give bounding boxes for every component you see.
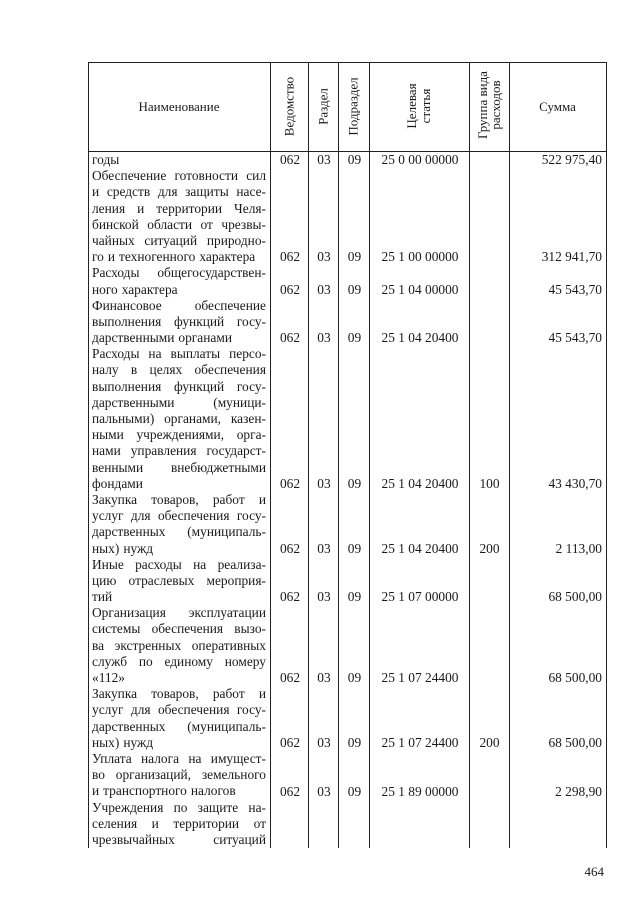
name-line: Обеспечение готовности сил	[92, 168, 266, 184]
name-line: Иные расходы на реализа-	[92, 556, 266, 572]
name-line: услуг для обеспечения госу-	[92, 508, 266, 524]
podrazdel-cell: 09	[347, 330, 362, 346]
razdel-cell: 03	[317, 152, 331, 167]
name-line: ных) нужд	[92, 540, 154, 556]
razdel-cell: 03	[317, 589, 331, 605]
name-line: выполнения функций госу-	[92, 313, 266, 329]
name-line: селения и территории от	[92, 815, 266, 831]
column-divider	[270, 62, 271, 848]
name-line: пальными) органами, казен-	[92, 411, 266, 426]
name-line: и транспортного налогов	[92, 783, 236, 799]
header-summa: Сумма	[539, 99, 576, 114]
name-line: Учреждения по защите на-	[92, 799, 266, 815]
name-line: фондами	[92, 475, 143, 491]
summa-cell: 312 941,70	[541, 249, 602, 265]
name-line: дарственных (муниципаль-	[92, 524, 266, 540]
name-line: Расходы на выплаты персо-	[92, 346, 266, 362]
summa-cell: 45 543,70	[548, 330, 602, 346]
celevaya-cell: 25 1 04 20400	[381, 540, 459, 556]
column-divider	[369, 62, 370, 848]
name-line: и средств для защиты насе-	[92, 184, 266, 200]
name-column	[92, 152, 266, 848]
name-line: годы	[92, 152, 120, 167]
podrazdel-cell: 09	[347, 670, 362, 686]
podrazdel-cell: 09	[347, 152, 362, 167]
name-line: ных) нужд	[92, 734, 154, 750]
vedomstvo-cell: 062	[279, 330, 301, 346]
celevaya-cell: 25 1 07 24400	[381, 735, 459, 751]
razdel-cell: 03	[317, 735, 331, 751]
podrazdel-cell: 09	[347, 783, 362, 799]
name-line: чайных ситуаций природно-	[92, 232, 266, 248]
name-line: Закупка товаров, работ и	[92, 686, 266, 702]
column-divider	[338, 62, 339, 848]
vedomstvo-cell: 062	[279, 783, 301, 799]
page-number: 464	[584, 864, 604, 879]
celevaya-cell: 25 0 00 00000	[381, 152, 459, 167]
summa-cell: 2 113,00	[555, 540, 602, 556]
header-celevaya-line1: Целевая	[404, 83, 419, 129]
vedomstvo-cell: 062	[279, 476, 301, 491]
name-line: Уплата налога на имущест-	[92, 750, 266, 766]
header-razdel: Раздел	[315, 88, 331, 125]
name-line: нами управления государст-	[92, 443, 266, 459]
gruppa-cell: 100	[479, 476, 500, 491]
name-line: дарственных (муниципаль-	[92, 718, 266, 734]
podrazdel-cell: 09	[347, 249, 362, 265]
podrazdel-cell: 09	[347, 281, 362, 297]
name-line: Расходы общегосударствен-	[92, 265, 266, 281]
header-podrazdel: Подраздел	[345, 77, 361, 136]
name-line: ления и территории Челя-	[92, 200, 266, 216]
celevaya-cell: 25 1 00 00000	[381, 249, 459, 265]
header-gruppa	[476, 65, 502, 145]
summa-cell: 43 430,70	[548, 476, 602, 491]
name-line: выполнения функций госу-	[92, 378, 266, 394]
table-top-border	[88, 62, 607, 63]
header-celevaya-line2: статья	[418, 88, 433, 124]
vedomstvo-cell: 062	[279, 670, 301, 686]
vedomstvo-cell: 062	[279, 152, 301, 167]
razdel-cell: 03	[317, 476, 331, 491]
vedomstvo-cell: 062	[279, 735, 301, 751]
summa-cell: 522 975,40	[541, 152, 602, 167]
name-line: служб по единому номеру	[92, 653, 266, 669]
name-line: цию отраслевых мероприя-	[92, 572, 266, 588]
summa-cell: 68 500,00	[548, 735, 602, 751]
table-border	[88, 62, 89, 848]
summa-cell: 45 543,70	[548, 281, 602, 297]
celevaya-cell: 25 1 07 24400	[381, 670, 459, 686]
name-line: ными учреждениями, орга-	[92, 427, 266, 443]
podrazdel-cell: 09	[347, 476, 362, 491]
name-line: го и техногенного характера	[92, 249, 256, 265]
razdel-cell: 03	[317, 281, 331, 297]
gruppa-cell: 200	[479, 540, 500, 556]
podrazdel-cell: 09	[347, 735, 362, 751]
header-gruppa-line1: Группа вида	[475, 71, 490, 139]
summa-cell: 68 500,00	[548, 670, 602, 686]
celevaya-cell: 25 1 89 00000	[381, 783, 459, 799]
summa-cell: 2 298,90	[555, 783, 602, 799]
column-divider	[308, 62, 309, 848]
razdel-cell: 03	[317, 670, 331, 686]
podrazdel-cell: 09	[347, 589, 362, 605]
name-line: услуг для обеспечения госу-	[92, 702, 266, 718]
celevaya-cell: 25 1 07 00000	[381, 589, 459, 605]
celevaya-cell: 25 1 04 20400	[381, 330, 459, 346]
vedomstvo-cell: 062	[279, 540, 301, 556]
table-border	[606, 62, 607, 848]
summa-cell: 68 500,00	[548, 589, 602, 605]
name-line: ного характера	[92, 281, 178, 297]
name-line: ва экстренных оперативных	[92, 637, 266, 653]
razdel-cell: 03	[317, 540, 331, 556]
name-line: тий	[92, 589, 113, 605]
celevaya-cell: 25 1 04 00000	[381, 281, 459, 297]
header-gruppa-line2: расходов	[488, 80, 503, 130]
vedomstvo-cell: 062	[279, 281, 301, 297]
name-line: чрезвычайных ситуаций	[92, 831, 266, 847]
name-line: венными внебюджетными	[92, 459, 266, 475]
razdel-cell: 03	[317, 330, 331, 346]
name-line: Финансовое обеспечение	[92, 297, 266, 313]
column-divider	[469, 62, 470, 848]
razdel-cell: 03	[317, 783, 331, 799]
vedomstvo-cell: 062	[279, 589, 301, 605]
name-line: бинской области от чрезвы-	[92, 216, 266, 232]
name-line: системы обеспечения вызо-	[92, 621, 266, 637]
gruppa-cell: 200	[479, 735, 500, 751]
celevaya-cell: 25 1 04 20400	[381, 476, 459, 491]
razdel-cell: 03	[317, 249, 331, 265]
header-celevaya	[405, 66, 433, 146]
name-line: «112»	[92, 670, 125, 685]
name-line: во организаций, земельного	[92, 767, 266, 783]
name-line: дарственными (муници-	[92, 394, 266, 410]
name-line: дарственными органами	[92, 330, 232, 346]
name-line: Организация эксплуатации	[92, 605, 266, 621]
column-divider	[509, 62, 510, 848]
vedomstvo-cell: 062	[279, 249, 301, 265]
header-name: Наименование	[138, 99, 220, 114]
name-line: Закупка товаров, работ и	[92, 491, 266, 507]
header-vedomstvo: Ведомство	[281, 76, 297, 137]
name-line: налу в целях обеспечения	[92, 362, 266, 378]
podrazdel-cell: 09	[347, 540, 362, 556]
